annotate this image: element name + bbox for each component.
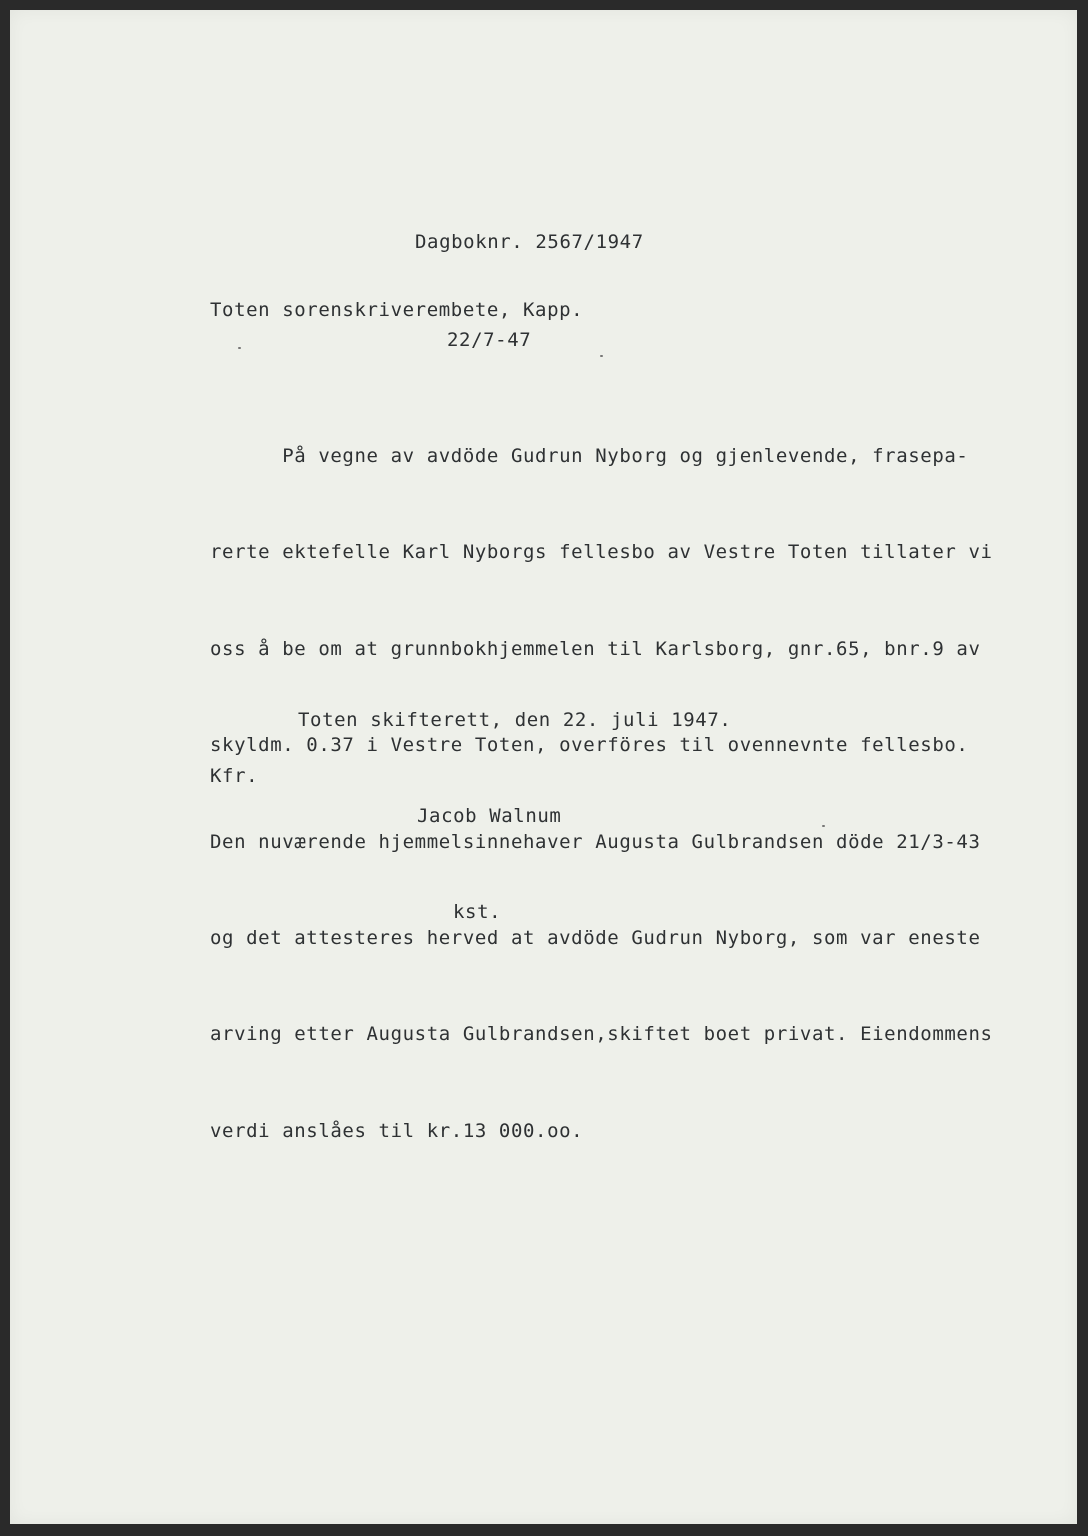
body-line: rerte ektefelle Karl Nyborgs fellesbo av Vestre Toten tillater vi: [210, 541, 993, 564]
paper-speck: [238, 347, 241, 349]
body-line: arving etter Augusta Gulbrandsen,skiftet boet privat. Eiendommens: [210, 1023, 993, 1046]
body-line: Den nuværende hjemmelsinnehaver Augusta Gulbrandsen döde 21/3-43: [210, 830, 981, 853]
paper-speck: [822, 825, 825, 827]
body-line: og det attesteres herved at avdöde Gudrun Nyborg, som var eneste: [210, 926, 981, 949]
addressee: Toten sorenskriverembete, Kapp.: [210, 299, 584, 321]
journal-number: Dagboknr. 2567/1947: [415, 231, 644, 253]
body-line: På vegne av avdöde Gudrun Nyborg og gjenlevende, frasepa-: [210, 445, 969, 467]
signer-title: kst.: [453, 901, 502, 923]
closing-block: [210, 640, 731, 992]
body-line: oss å be om at grunnbokhjemmelen til Karlsborg, gnr.65, bnr.9 av: [210, 637, 981, 660]
place-date: Toten skifterett, den 22. juli 1947.: [298, 709, 732, 731]
paper-speck: [600, 355, 603, 357]
document-page: [10, 10, 1077, 1524]
signer-name: Jacob Walnum: [417, 805, 562, 827]
reference-date: 22/7-47: [447, 329, 532, 351]
body-line: verdi anslåes til kr.13 000.oo.: [210, 1119, 584, 1142]
body-line: skyldm. 0.37 i Vestre Toten, overföres til ovennevnte fellesbo.: [210, 734, 969, 757]
footer-note: Kfr.: [210, 765, 259, 787]
